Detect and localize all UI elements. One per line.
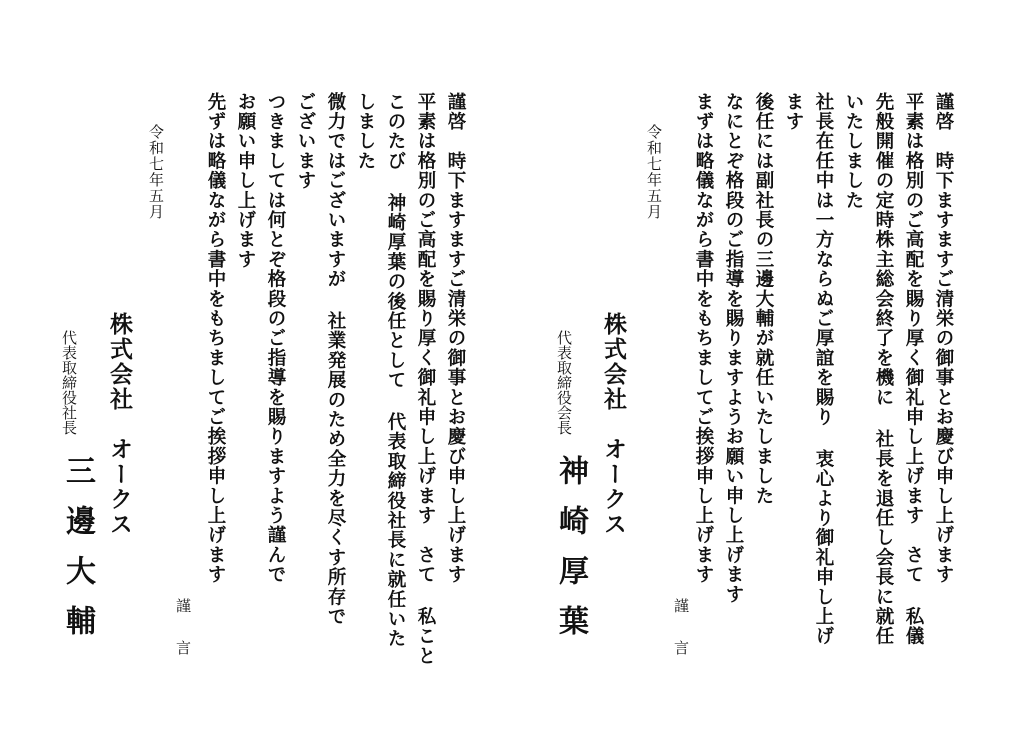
left-letter-title: 代表取締役社長	[60, 330, 78, 435]
right-letter-date: 令和七年五月	[645, 124, 663, 220]
right-letter-closing: 謹 言	[672, 598, 690, 661]
left-letter-date: 令和七年五月	[147, 124, 165, 220]
right-letter-title: 代表取締役会長	[555, 330, 573, 435]
left-letter-closing: 謹 言	[174, 598, 192, 661]
right-letter-body: 謹啓 時下ますますご清栄の御事とお慶び申し上げます 平素は格別のご高配を賜り厚く御礼申し上げます さて 私儀 先般開催の定時株主総会終了を機に 社長を退任し会長に就任 いたしました 社長在任中は一方ならぬご厚誼を賜り 衷心より御礼申し上げ ます 後任には副社長の三邊大輔が就任いたしました なにとぞ格段のご指導を賜りますようお願い申し上げます まずは略儀ながら書中をもちましてご挨拶申し上げます	[693, 92, 954, 647]
right-letter-name: 神崎厚葉	[553, 455, 588, 655]
right-letter-company: 株式会社 オークス	[600, 312, 627, 537]
left-letter-company: 株式会社 オークス	[106, 312, 133, 537]
left-letter-name: 三邊大輔	[60, 455, 95, 655]
left-letter-body: 謹啓 時下ますますご清栄の御事とお慶び申し上げます 平素は格別のご高配を賜り厚く御礼申し上げます さて 私こと このたび 神崎厚葉の後任として 代表取締役社長に就任いた しました 微力ではございますが 社業発展のため全力を尽くす所存で ございます つきましては何とぞ格段のご指導を賜りますよう謹んで お願い申し上げます 先ずは略儀ながら書中をもちましてご挨拶申し上げます	[205, 92, 466, 666]
